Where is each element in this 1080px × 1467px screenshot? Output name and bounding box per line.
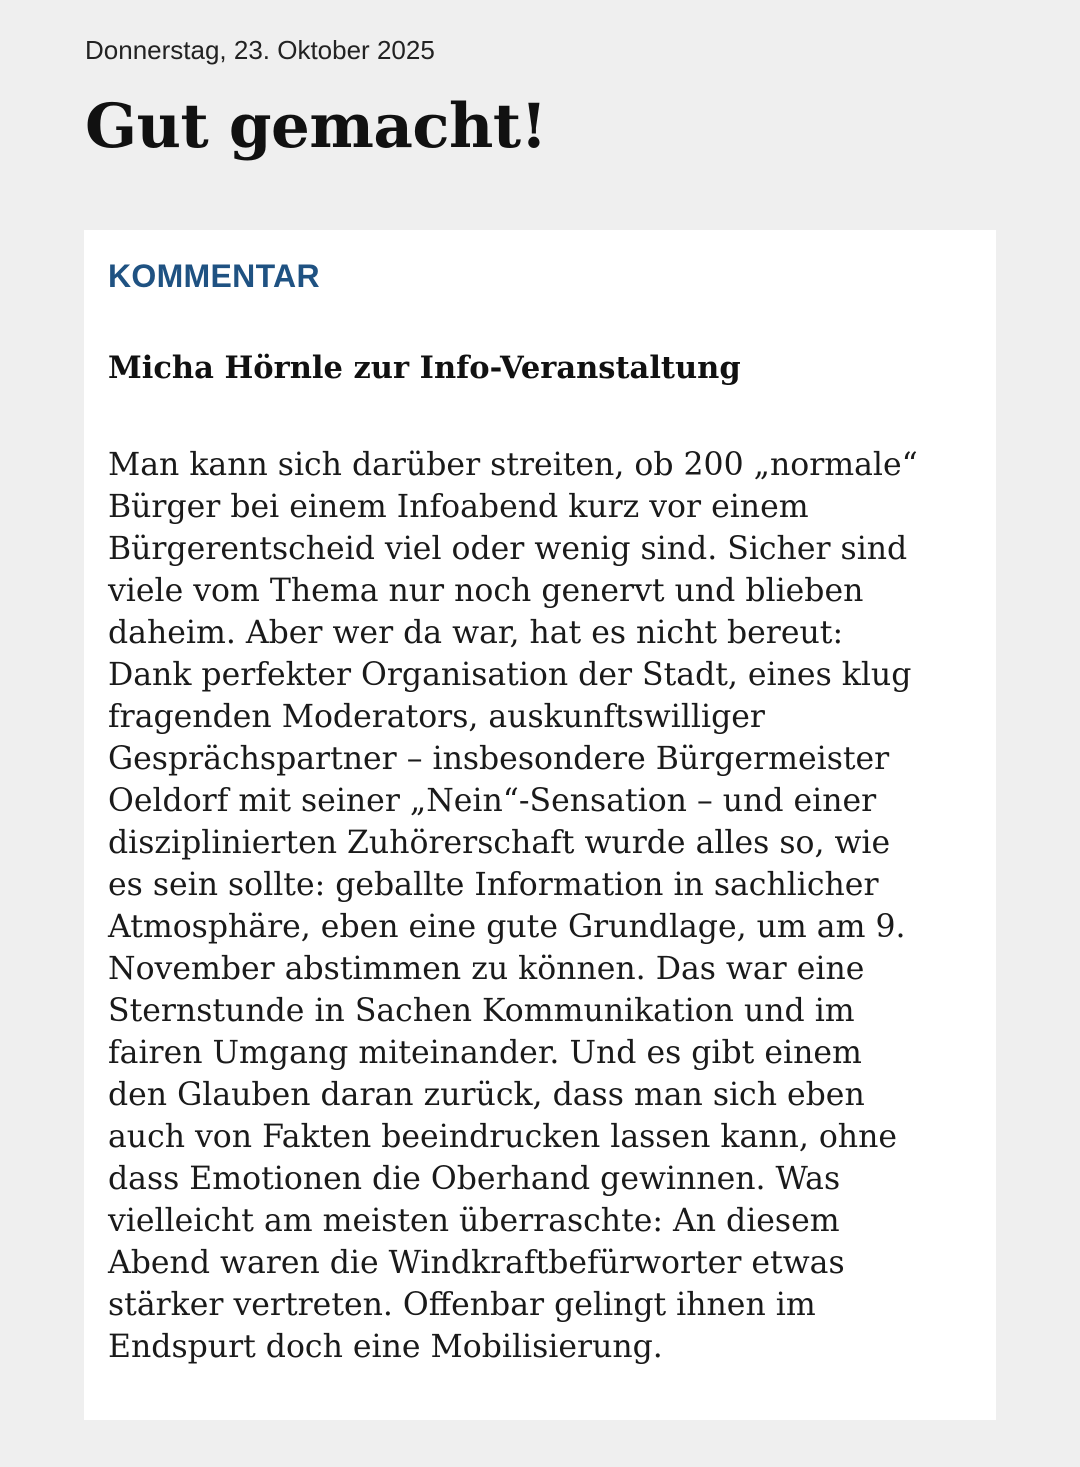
section-kicker: KOMMENTAR xyxy=(108,258,320,294)
body-line: stärker vertreten. Offenbar gelingt ihnen im xyxy=(108,1287,816,1323)
body-line: November abstimmen zu können. Das war eine xyxy=(108,951,865,987)
body-line: Dank perfekter Organisation der Stadt, eines klug xyxy=(108,657,912,693)
publication-date: Donnerstag, 23. Oktober 2025 xyxy=(85,35,435,65)
article-byline: Micha Hörnle zur Info-Veranstaltung xyxy=(108,350,741,386)
body-line: auch von Fakten beeindrucken lassen kann, ohne xyxy=(108,1119,898,1155)
body-line: Man kann sich darüber streiten, ob 200 „normale“ xyxy=(108,447,918,483)
body-line: Bürger bei einem Infoabend kurz vor einem xyxy=(108,489,809,525)
article-body xyxy=(108,444,984,1368)
body-line: Oeldorf mit seiner „Nein“-Sensation – und einer xyxy=(108,783,877,819)
commentary-card xyxy=(84,230,996,1420)
body-line: Gesprächspartner – insbesondere Bürgermeister xyxy=(108,741,890,777)
body-line: es sein sollte: geballte Information in sachlicher xyxy=(108,867,879,903)
body-line: viele vom Thema nur noch genervt und blieben xyxy=(108,573,864,609)
body-line: Bürgerentscheid viel oder wenig sind. Sicher sind xyxy=(108,531,908,567)
page-title: Gut gemacht! xyxy=(85,91,547,162)
body-line: Sternstunde in Sachen Kommunikation und im xyxy=(108,993,855,1029)
body-line: dass Emotionen die Oberhand gewinnen. Was xyxy=(108,1161,841,1197)
body-line: daheim. Aber wer da war, hat es nicht bereut: xyxy=(108,615,844,651)
body-line: vielleicht am meisten überraschte: An diesem xyxy=(108,1203,840,1239)
body-line: fairen Umgang miteinander. Und es gibt einem xyxy=(108,1035,862,1071)
body-line: fragenden Moderators, auskunftswilliger xyxy=(108,699,765,735)
body-line: Endspurt doch eine Mobilisierung. xyxy=(108,1329,663,1365)
body-line: den Glauben daran zurück, dass man sich eben xyxy=(108,1077,865,1113)
body-line: Atmosphäre, eben eine gute Grundlage, um am 9. xyxy=(108,909,906,945)
body-line: Abend waren die Windkraftbefürworter etwas xyxy=(108,1245,845,1281)
body-line: disziplinierten Zuhörerschaft wurde alles so, wie xyxy=(108,825,891,861)
